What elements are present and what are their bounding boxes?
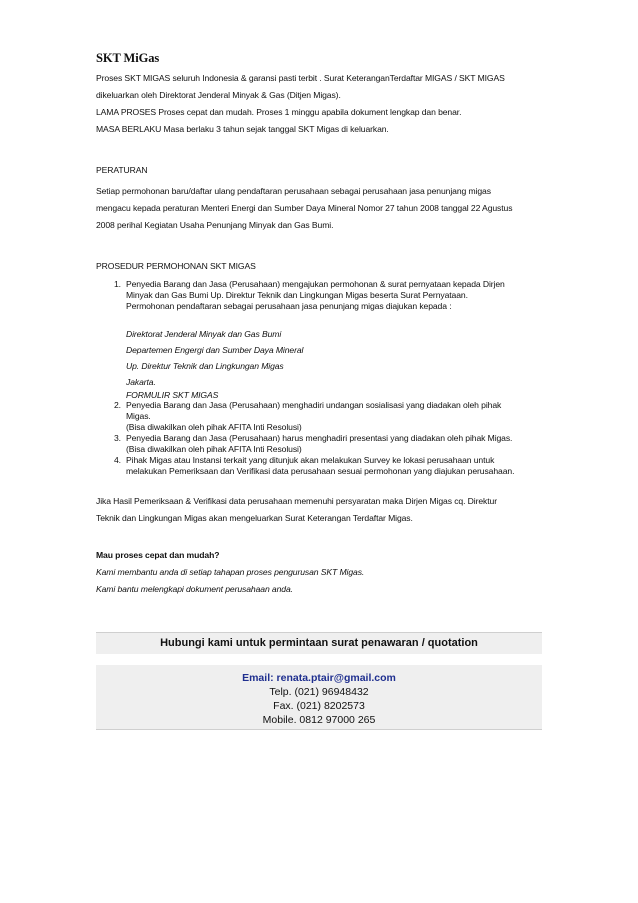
step-line: (Bisa diwakilkan oleh pihak AFITA Inti Resolusi) xyxy=(126,444,302,454)
contact-telp: Telp. (021) 96948432 xyxy=(269,686,369,698)
prosedur-steps xyxy=(96,279,544,312)
list-item xyxy=(96,433,544,455)
closing-line: Teknik dan Lingkungan Migas akan mengeluarkan Surat Keterangan Terdaftar Migas. xyxy=(96,513,413,523)
peraturan-heading: PERATURAN xyxy=(96,165,148,175)
step-number: 1. xyxy=(114,279,121,289)
address-line: Up. Direktur Teknik dan Lingkungan Migas xyxy=(126,361,284,371)
step-line: (Bisa diwakilkan oleh pihak AFITA Inti Resolusi) xyxy=(126,422,302,432)
peraturan-line: mengacu kepada peraturan Menteri Energi dan Sumber Daya Mineral Nomor 27 tahun 2008 tanggal 22 Agustus xyxy=(96,203,513,213)
step-line: Penyedia Barang dan Jasa (Perusahaan) harus menghadiri presentasi yang diadakan oleh pihak Migas. xyxy=(126,433,513,443)
masa-berlaku-text: MASA BERLAKU Masa berlaku 3 tahun sejak tanggal SKT Migas di keluarkan. xyxy=(96,124,389,134)
promo-line: Kami membantu anda di setiap tahapan proses pengurusan SKT Migas. xyxy=(96,567,365,577)
step-number: 2. xyxy=(114,400,121,410)
address-block xyxy=(96,326,544,400)
promo-heading: Mau proses cepat dan mudah? xyxy=(96,550,220,560)
closing-line: Jika Hasil Pemeriksaan & Verifikasi data perusahaan memenuhi persyaratan maka Dirjen Migas cq. Direktur xyxy=(96,496,497,506)
contact-box xyxy=(96,632,542,730)
contact-details xyxy=(96,665,542,729)
list-item xyxy=(96,400,544,433)
step-number: 3. xyxy=(114,433,121,443)
contact-mobile: Mobile. 0812 97000 265 xyxy=(262,714,376,726)
contact-email[interactable]: Email: renata.ptair@gmail.com xyxy=(242,672,396,684)
step-line: Migas. xyxy=(126,411,151,421)
lama-proses-text: LAMA PROSES Proses cepat dan mudah. Proses 1 minggu apabila dokument lengkap dan benar. xyxy=(96,107,462,117)
page-title: SKT MiGas xyxy=(96,51,160,65)
step-line: Permohonan pendaftaran sebagai perusahaan jasa penunjang migas diajukan kepada : xyxy=(126,301,452,311)
list-item xyxy=(96,279,544,312)
prosedur-heading: PROSEDUR PERMOHONAN SKT MIGAS xyxy=(96,261,256,271)
prosedur-steps-continued xyxy=(96,400,544,477)
peraturan-line: 2008 perihal Kegiatan Usaha Penunjang Minyak dan Gas Bumi. xyxy=(96,220,334,230)
list-item xyxy=(96,455,544,477)
intro-paragraph xyxy=(96,70,544,104)
step-number: 4. xyxy=(114,455,121,465)
document-body xyxy=(96,50,544,598)
step-line: Penyedia Barang dan Jasa (Perusahaan) menghadiri undangan sosialisasi yang diadakan oleh pihak xyxy=(126,400,502,410)
step-line: Minyak dan Gas Bumi Up. Direktur Teknik dan Lingkungan Migas beserta Surat Pernyataan. xyxy=(126,290,468,300)
address-line: Departemen Engergi dan Sumber Daya Mineral xyxy=(126,345,304,355)
peraturan-paragraph xyxy=(96,183,544,234)
address-line: Direktorat Jenderal Minyak dan Gas Bumi xyxy=(126,329,282,339)
contact-heading: Hubungi kami untuk permintaan surat penawaran / quotation xyxy=(96,633,542,655)
closing-paragraph xyxy=(96,493,544,527)
address-line: Jakarta. xyxy=(126,377,156,387)
step-line: Penyedia Barang dan Jasa (Perusahaan) mengajukan permohonan & surat pernyataan kepada Dirjen xyxy=(126,279,505,289)
step-line: Pihak Migas atau Instansi terkait yang ditunjuk akan melakukan Survey ke lokasi perusahaan untuk xyxy=(126,455,495,465)
promo-line: Kami bantu melengkapi dokument perusahaan anda. xyxy=(96,584,293,594)
intro-line: dikeluarkan oleh Direktorat Jenderal Minyak & Gas (Ditjen Migas). xyxy=(96,90,341,100)
peraturan-line: Setiap permohonan baru/daftar ulang pendaftaran perusahaan sebagai perusahaan jasa penunjang migas xyxy=(96,186,491,196)
formulir-label: FORMULIR SKT MIGAS xyxy=(126,390,219,400)
step-line: melakukan Pemeriksaan dan Verifikasi data perusahaan sesuai permohonan yang diajukan perusahaan. xyxy=(126,466,515,476)
intro-line: Proses SKT MIGAS seluruh Indonesia & garansi pasti terbit . Surat KeteranganTerdaftar MIGAS / SKT MIGAS xyxy=(96,73,505,83)
contact-fax: Fax. (021) 8202573 xyxy=(273,700,365,712)
